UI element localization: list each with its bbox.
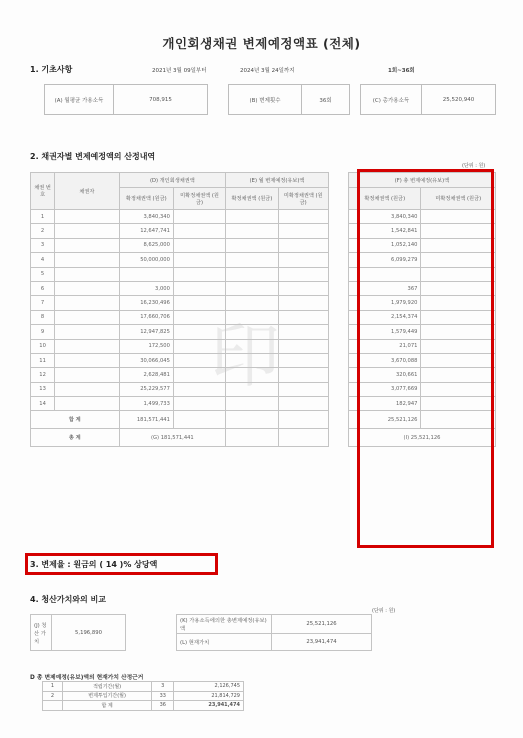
basis-no [43,701,63,711]
basic-table-b [228,84,350,115]
present-value-table [176,614,372,651]
liquidation-table [30,614,126,651]
basis-months: 33 [152,691,174,701]
basis-value: 21,814,729 [174,691,244,701]
total-d: (G) 181,571,441 [119,429,226,447]
row-f-confirmed: 3,077,669 [348,382,420,396]
c-label: (C) 총가용소득 [361,85,422,115]
basic-table-a [44,84,208,115]
f-confirmed-header: 확정채권액 (원금) [348,188,420,210]
row-e-confirmed [226,310,278,324]
basis-row [43,682,244,692]
row-no: 10 [31,339,55,353]
row-d-unconfirmed [173,353,225,367]
row-creditor [55,224,119,238]
row-no: 7 [31,296,55,310]
row-gap [328,238,348,252]
col-no: 채권 번호 [31,173,55,210]
subtotal-label: 합 계 [31,411,120,429]
section2-unit: (단위 : 원) [462,163,486,169]
basis-months: 3 [152,682,174,692]
row-e-unconfirmed [278,339,328,353]
basic-table-c [360,84,496,115]
row-creditor [55,253,119,267]
row-f-confirmed: 1,979,920 [348,296,420,310]
row-no: 13 [31,382,55,396]
d-confirmed-header: 확정채권액 (원금) [119,188,173,210]
l-label: (L) 현재가치 [177,634,272,651]
basis-label: 변제투입기간(월) [62,691,151,701]
watermark-seal: 印 [210,315,280,397]
basis-row [43,691,244,701]
section1-heading: 1. 기초사항 [30,65,73,74]
row-e-confirmed [226,353,278,367]
row-e-unconfirmed [278,224,328,238]
row-no: 2 [31,224,55,238]
row-d-unconfirmed [173,253,225,267]
row-d-unconfirmed [173,339,225,353]
row-gap [328,353,348,367]
row-d-confirmed: 12,947,825 [119,325,173,339]
basis-row [43,701,244,711]
basis-label: 합 계 [62,701,151,711]
row-e-unconfirmed [278,325,328,339]
row-gap [328,253,348,267]
row-d-confirmed: 8,625,000 [119,238,173,252]
b-label: (B) 변제횟수 [229,85,302,115]
row-gap [328,224,348,238]
row-e-unconfirmed [278,353,328,367]
row-e-unconfirmed [278,382,328,396]
row-e-confirmed [226,281,278,295]
row-e-unconfirmed [278,310,328,324]
row-d-confirmed: 50,000,000 [119,253,173,267]
row-creditor [55,397,119,411]
period-start: 2021년 3월 09일부터 [152,68,207,74]
row-d-unconfirmed [173,281,225,295]
basis-heading: D 총 변제예정(유보)액의 현재가치 산정근거 [30,675,144,681]
row-d-unconfirmed [173,382,225,396]
row-f-confirmed: 1,579,449 [348,325,420,339]
row-e-confirmed [226,325,278,339]
row-d-confirmed [119,267,173,281]
row-e-confirmed [226,397,278,411]
row-d-unconfirmed [173,210,225,224]
row-e-confirmed [226,382,278,396]
a-label: (A) 월평균 가용소득 [45,85,114,115]
row-no: 3 [31,238,55,252]
row-e-confirmed [226,296,278,310]
total-label: 총 계 [31,429,120,447]
row-creditor [55,238,119,252]
total-f: (I) 25,521,126 [348,429,495,447]
row-d-unconfirmed [173,238,225,252]
row-e-confirmed [226,368,278,382]
basis-no: 2 [43,691,63,701]
subtotal-f: 25,521,126 [348,411,420,429]
e-confirmed-header: 확정채권액 (원금) [226,188,278,210]
highlight-box-f [357,169,494,548]
row-e-unconfirmed [278,210,328,224]
page-title: 개인회생채권 변제예정액표 (전체) [162,36,361,51]
row-f-confirmed: 367 [348,281,420,295]
k-value: 25,521,126 [272,615,372,634]
row-d-unconfirmed [173,325,225,339]
row-gap [328,210,348,224]
b-value: 36회 [302,85,350,115]
row-no: 9 [31,325,55,339]
row-d-confirmed: 25,229,577 [119,382,173,396]
row-creditor [55,353,119,367]
row-d-unconfirmed [173,296,225,310]
row-d-unconfirmed [173,267,225,281]
section2-heading: 2. 채권자별 변제예정액의 산정내역 [30,152,156,161]
f-unconfirmed-header: 미확정채권액 (원금) [421,188,496,210]
row-e-unconfirmed [278,238,328,252]
row-gap [328,296,348,310]
row-gap [328,382,348,396]
row-d-confirmed: 12,647,741 [119,224,173,238]
row-e-confirmed [226,339,278,353]
a-value: 708,915 [114,85,208,115]
row-d-confirmed: 17,660,706 [119,310,173,324]
row-f-confirmed: 3,670,088 [348,353,420,367]
row-creditor [55,210,119,224]
j-value: 5,196,890 [52,615,126,651]
c-value: 25,520,940 [422,85,496,115]
row-gap [328,397,348,411]
row-d-unconfirmed [173,224,225,238]
row-gap [328,267,348,281]
basis-no: 1 [43,682,63,692]
row-d-confirmed: 3,840,340 [119,210,173,224]
row-d-confirmed: 30,066,045 [119,353,173,367]
period-end: 2024년 3월 24일까지 [240,68,295,74]
row-d-confirmed: 3,000 [119,281,173,295]
subtotal-d: 181,571,441 [119,411,173,429]
row-e-confirmed [226,238,278,252]
j-label: (J) 청산 가치 [31,615,52,651]
row-f-confirmed: 3,840,340 [348,210,420,224]
row-gap [328,339,348,353]
row-gap [328,281,348,295]
row-f-confirmed: 1,542,841 [348,224,420,238]
row-no: 5 [31,267,55,281]
row-e-confirmed [226,253,278,267]
row-e-unconfirmed [278,368,328,382]
basis-months: 36 [152,701,174,711]
row-creditor [55,325,119,339]
row-e-unconfirmed [278,296,328,310]
row-creditor [55,281,119,295]
row-no: 12 [31,368,55,382]
row-d-confirmed: 1,499,733 [119,397,173,411]
col-f: (F) 총 변제예정(유보)액 [348,173,495,188]
row-e-confirmed [226,267,278,281]
basis-value: 23,941,474 [174,701,244,711]
row-no: 8 [31,310,55,324]
row-creditor [55,296,119,310]
repayment-rate: 3. 변제율 : 원금의 ( 14 )% 상당액 [30,560,158,569]
row-no: 4 [31,253,55,267]
row-e-unconfirmed [278,267,328,281]
d-unconfirmed-header: 미확정채권액 (원금) [173,188,225,210]
row-d-confirmed: 2,628,481 [119,368,173,382]
basis-label: 적립기간(월) [62,682,151,692]
basis-value: 2,126,745 [174,682,244,692]
row-f-confirmed: 21,071 [348,339,420,353]
row-creditor [55,310,119,324]
row-e-unconfirmed [278,397,328,411]
row-creditor [55,339,119,353]
row-creditor [55,267,119,281]
section4-unit: (단위 : 원) [372,608,396,614]
row-gap [328,325,348,339]
row-no: 14 [31,397,55,411]
col-d: (D) 개인회생채권액 [119,173,226,188]
row-f-confirmed: 182,947 [348,397,420,411]
row-f-confirmed: 2,154,374 [348,310,420,324]
row-d-unconfirmed [173,397,225,411]
row-no: 1 [31,210,55,224]
row-e-confirmed [226,210,278,224]
col-creditor: 채권자 [55,173,119,210]
row-e-unconfirmed [278,281,328,295]
row-no: 6 [31,281,55,295]
row-d-confirmed: 172,500 [119,339,173,353]
k-label: (K) 가용소득에의한 총변제예정(유보)액 [177,615,272,634]
row-d-confirmed: 16,230,496 [119,296,173,310]
row-e-unconfirmed [278,253,328,267]
row-d-unconfirmed [173,310,225,324]
row-creditor [55,382,119,396]
basis-table [42,681,244,711]
row-e-confirmed [226,224,278,238]
row-f-confirmed: 1,052,140 [348,238,420,252]
col-e: (E) 월 변제예정(유보)액 [226,173,329,188]
l-value: 23,941,474 [272,634,372,651]
row-gap [328,310,348,324]
row-gap [328,368,348,382]
row-no: 11 [31,353,55,367]
row-creditor [55,368,119,382]
e-unconfirmed-header: 미확정채권액 (원금) [278,188,328,210]
row-f-confirmed: 6,099,279 [348,253,420,267]
highlight-box-rate [25,553,218,575]
row-f-confirmed: 320,661 [348,368,420,382]
section4-heading: 4. 청산가치와의 비교 [30,595,106,604]
rounds: 1회~36회 [388,68,415,74]
row-d-unconfirmed [173,368,225,382]
